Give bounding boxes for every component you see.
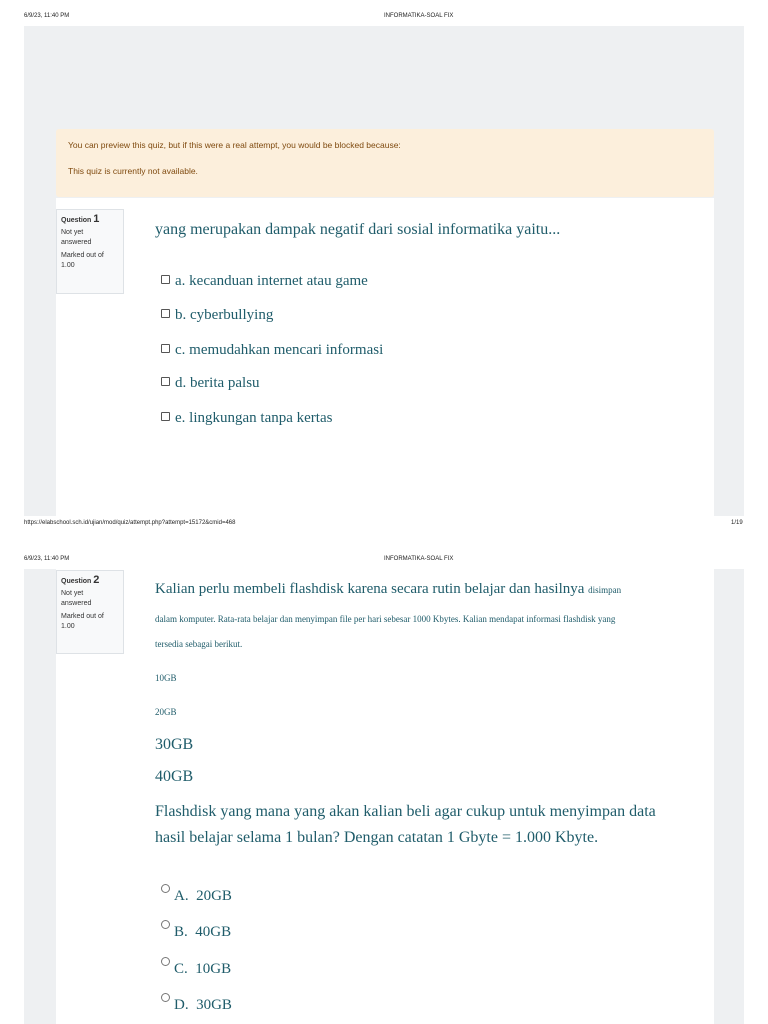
question-card [56,569,714,1024]
radio[interactable] [161,920,170,929]
option-1e[interactable]: e. lingkungan tanpa kertas [161,410,332,427]
list-item: 30GB [155,736,194,753]
checkbox[interactable] [161,377,170,386]
checkbox[interactable] [161,309,170,318]
radio[interactable] [161,884,170,893]
option-1a[interactable]: a. kecanduan internet atau game [161,273,368,290]
question-2-intro: Kalian perlu membeli flashdisk karena secara rutin belajar dan hasilnya disimpan [155,581,622,597]
question-status: Not yet [61,590,84,597]
question-2-text-line2: hasil belajar selama 1 bulan? Dengan catatan 1 Gbyte = 1.000 Kbyte. [155,829,599,846]
question-number: Question 2 [61,574,100,586]
checkbox[interactable] [161,412,170,421]
print-url: https://elabschool.sch.id/ujian/mod/quiz/attempt.php?attempt=15172&cmid=468 [24,520,236,526]
option-1b[interactable]: b. cyberbullying [161,307,273,324]
availability-alert [56,129,714,197]
option-1d[interactable]: d. berita palsu [161,375,260,392]
question-2-intro-line2: dalam komputer. Rata-rata belajar dan menyimpan file per hari sebesar 1000 Kbytes. Kalian mendapat informasi flashdisk yang [155,614,616,624]
question-info-1: Question 1 Not yet answered Marked out of 1.00 [56,209,124,294]
print-datetime: 6/9/23, 11:40 PM [24,13,70,19]
question-info-2: Question 2 Not yet answered Marked out of 1.00 [56,570,124,654]
print-page-number: 1/19 [731,520,743,526]
option-2b[interactable]: B. 40GB [161,920,231,941]
list-item: 20GB [155,707,177,717]
print-title: INFORMATIKA-SOAL FIX [384,556,454,562]
alert-line-1: You can preview this quiz, but if this were a real attempt, you would be blocked because: [68,140,401,150]
checkbox[interactable] [161,344,170,353]
option-1c[interactable]: c. memudahkan mencari informasi [161,342,383,359]
question-2-text-line1: Flashdisk yang mana yang akan kalian beli agar cukup untuk menyimpan data [155,803,656,820]
option-2a[interactable]: A. 20GB [161,884,232,905]
question-status: Not yet [61,229,84,236]
list-item: 10GB [155,673,177,683]
radio[interactable] [161,957,170,966]
question-2-intro-line3: tersedia sebagai berikut. [155,639,243,649]
option-2d[interactable]: D. 30GB [161,993,232,1014]
print-datetime: 6/9/23, 11:40 PM [24,556,70,562]
question-marks: Marked out of [61,252,104,259]
radio[interactable] [161,993,170,1002]
alert-line-2: This quiz is currently not available. [68,166,198,176]
list-item: 40GB [155,768,194,785]
checkbox[interactable] [161,275,170,284]
question-number: Question 1 [61,213,100,225]
question-1-text: yang merupakan dampak negatif dari sosial informatika yaitu... [155,221,561,238]
question-marks: Marked out of [61,613,104,620]
print-title: INFORMATIKA-SOAL FIX [384,13,454,19]
option-2c[interactable]: C. 10GB [161,957,231,978]
question-card [56,198,714,516]
